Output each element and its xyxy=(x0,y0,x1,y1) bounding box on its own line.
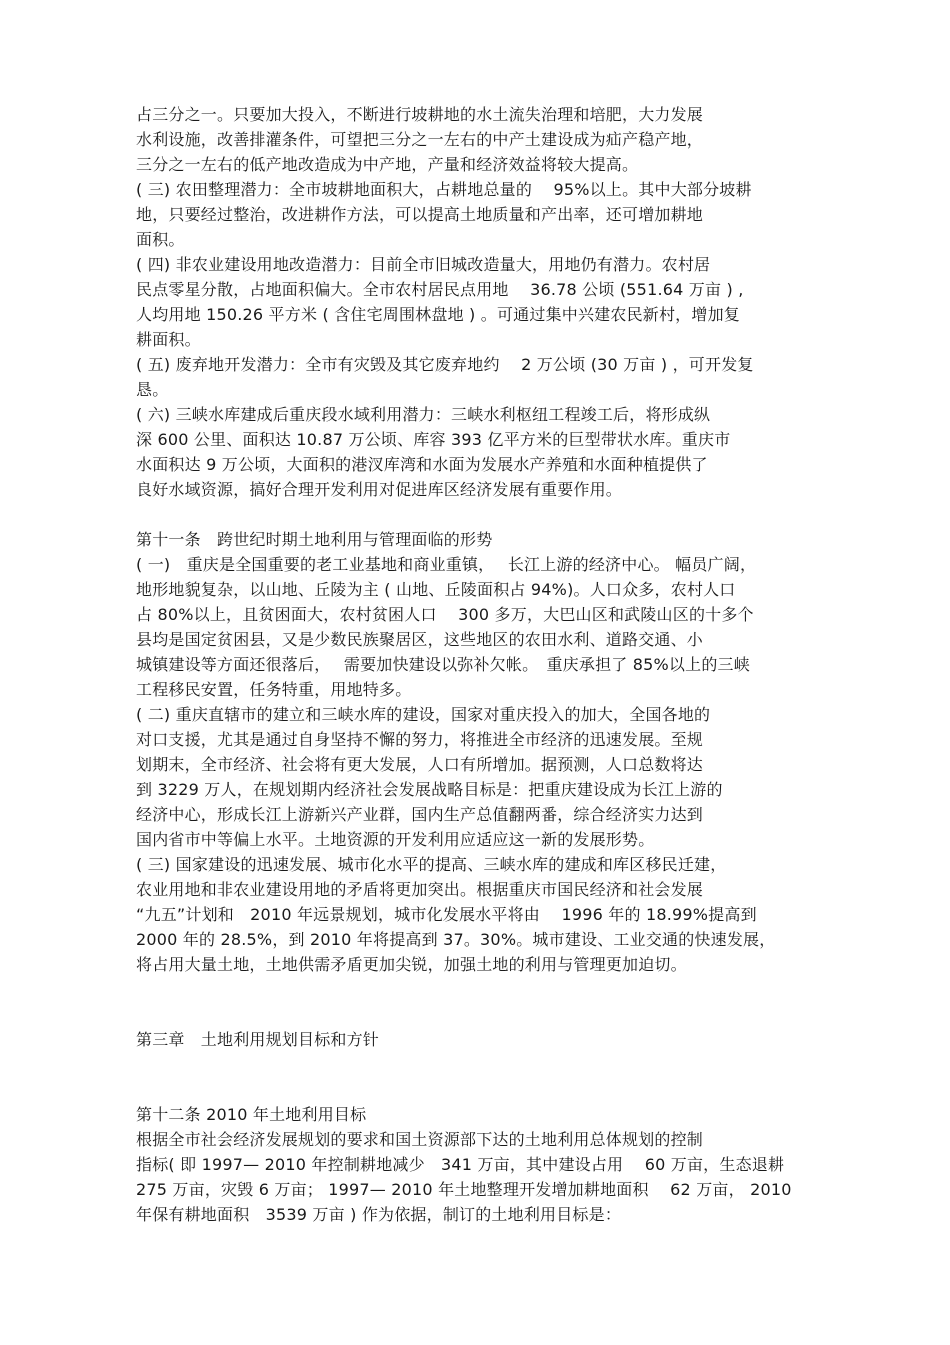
text-line: 划期末，全市经济、社会将有更大发展，人口有所增加。据预测，人口总数将达 xyxy=(136,755,704,774)
text-line: 工程移民安置，任务特重，用地特多。 xyxy=(136,680,412,699)
text-line: 占 80%以上，且贫困面大，农村贫困人口 300 多万，大巴山区和武陵山区的十多个 xyxy=(136,605,754,624)
text-line: 面积。 xyxy=(136,230,185,249)
text-line: 根据全市社会经济发展规划的要求和国土资源部下达的土地利用总体规划的控制 xyxy=(136,1130,704,1149)
text-line: 国内省市中等偏上水平。土地资源的开发利用应适应这一新的发展形势。 xyxy=(136,830,655,849)
text-line: ( 三) 农田整理潜力：全市坡耕地面积大，占耕地总量的 95%以上。其中大部分坡耕 xyxy=(136,180,752,199)
text-line: 农业用地和非农业建设用地的矛盾将更加突出。根据重庆市国民经济和社会发展 xyxy=(136,880,704,899)
text-line: 275 万亩，灾毁 6 万亩； 1997— 2010 年土地整理开发增加耕地面积 62 万亩， 2010 xyxy=(136,1180,792,1199)
text-line: 占三分之一。只要加大投入，不断进行坡耕地的水土流失治理和培肥，大力发展 xyxy=(136,105,704,124)
text-line: 县均是国定贫困县，又是少数民族聚居区，这些地区的农田水利、道路交通、小 xyxy=(136,630,704,649)
text-line: ( 二) 重庆直辖市的建立和三峡水库的建设，国家对重庆投入的加大，全国各地的 xyxy=(136,705,711,724)
text-line: 年保有耕地面积 3539 万亩 ) 作为依据，制订的土地利用目标是： xyxy=(136,1205,622,1224)
text-line: 地，只要经过整治，改进耕作方法，可以提高土地质量和产出率，还可增加耕地 xyxy=(136,205,704,224)
article-heading: 第十一条 跨世纪时期土地利用与管理面临的形势 xyxy=(136,530,493,549)
text-line: 指标( 即 1997— 2010 年控制耕地减少 341 万亩，其中建设占用 60 万亩，生态退耕 xyxy=(136,1155,785,1174)
text-line: ( 四) 非农业建设用地改造潜力：目前全市旧城改造量大，用地仍有潜力。农村居 xyxy=(136,255,711,274)
text-line: 地形地貌复杂，以山地、丘陵为主 ( 山地、丘陵面积占 94%)。人口众多，农村人口 xyxy=(136,580,736,599)
text-line: 到 3229 万人，在规划期内经济社会发展战略目标是：把重庆建设成为长江上游的 xyxy=(136,780,723,799)
text-line: 城镇建设等方面还很落后， 需要加快建设以弥补欠帐。 重庆承担了 85%以上的三峡 xyxy=(136,655,750,674)
text-line: ( 一) 重庆是全国重要的老工业基地和商业重镇， 长江上游的经济中心。 幅员广阔， xyxy=(136,555,757,574)
text-line: 深 600 公里、面积达 10.87 万公顷、库容 393 亿平方米的巨型带状水库。重庆市 xyxy=(136,430,731,449)
text-line: ( 六) 三峡水库建成后重庆段水域利用潜力：三峡水利枢纽工程竣工后，将形成纵 xyxy=(136,405,711,424)
text-line: 耕面积。 xyxy=(136,330,201,349)
text-line: 2000 年的 28.5%，到 2010 年将提高到 37。30%。城市建设、工业交通的快速发展， xyxy=(136,930,776,949)
text-line: “九五”计划和 2010 年远景规划，城市化发展水平将由 1996 年的 18.99%提高到 xyxy=(136,905,757,924)
text-line: 恳。 xyxy=(136,380,169,399)
text-line: ( 五) 废弃地开发潜力：全市有灾毁及其它废弃地约 2 万公顷 (30 万亩 ) ，可开发复 xyxy=(136,355,754,374)
text-line: 水利设施，改善排灌条件，可望把三分之一左右的中产土建设成为疝产稳产地， xyxy=(136,130,704,149)
article-heading: 第十二条 2010 年土地利用目标 xyxy=(136,1105,367,1124)
text-line: 人均用地 150.26 平方米 ( 含住宅周围林盘地 ) 。可通过集中兴建农民新村，增加复 xyxy=(136,305,740,324)
text-line: 良好水域资源，搞好合理开发利用对促进库区经济发展有重要作用。 xyxy=(136,480,623,499)
text-line: 经济中心，形成长江上游新兴产业群，国内生产总值翻两番，综合经济实力达到 xyxy=(136,805,704,824)
text-line: 民点零星分散，占地面积偏大。全市农村居民点用地 36.78 公顷 (551.64 万亩 ) , xyxy=(136,280,744,299)
text-line: 对口支援，尤其是通过自身坚持不懈的努力，将推进全市经济的迅速发展。至规 xyxy=(136,730,704,749)
text-line: 水面积达 9 万公顷，大面积的港汊库湾和水面为发展水产养殖和水面种植提供了 xyxy=(136,455,708,474)
text-line: 三分之一左右的低产地改造成为中产地，产量和经济效益将较大提高。 xyxy=(136,155,639,174)
text-line: ( 三) 国家建设的迅速发展、城市化水平的提高、三峡水库的建成和库区移民迁建， xyxy=(136,855,727,874)
text-line: 将占用大量土地，土地供需矛盾更加尖锐，加强土地的利用与管理更加迫切。 xyxy=(136,955,687,974)
chapter-heading: 第三章 土地利用规划目标和方针 xyxy=(136,1030,380,1049)
